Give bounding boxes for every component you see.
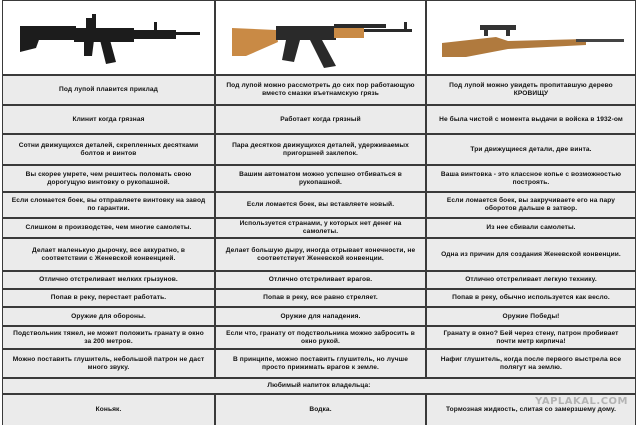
- table-row: [2, 350, 636, 377]
- table-cell: Если ломается боек, вы закручиваете его на пару оборотов дальше в затвор.: [427, 193, 635, 217]
- table-cell: Оружие для нападения.: [216, 308, 425, 325]
- table-cell: Из нее сбивали самолеты.: [427, 219, 635, 237]
- table-cell: Слишком в производстве, чем многие самолеты.: [3, 219, 214, 237]
- table-cell: Под лупой плавится приклад: [3, 76, 214, 104]
- table-cell: Отлично отстреливает мелких грызунов.: [3, 272, 214, 288]
- table-row: [2, 166, 636, 191]
- image-cell: [427, 1, 635, 74]
- table-cell: Коньяк.: [3, 395, 214, 425]
- table-row: [2, 219, 636, 237]
- table-row: [2, 290, 636, 306]
- image-cell: [216, 1, 425, 74]
- image-row: [2, 1, 636, 74]
- table-row: [2, 193, 636, 217]
- table-cell: Тормозная жидкость, слитая со замерзшему дому.: [427, 395, 635, 425]
- table-cell: Три движущиеся детали, две винта.: [427, 135, 635, 164]
- table-cell: Ваша винтовка - это классное копье с возможностью построять.: [427, 166, 635, 191]
- table-cell: Нафиг глушитель, когда после первого выстрела все полягут на землю.: [427, 350, 635, 377]
- table-cell: Вашим автоматом можно успешно отбиваться в рукопашной.: [216, 166, 425, 191]
- table-cell: Клинит когда грязная: [3, 106, 214, 133]
- table-cell: Используется странами, у которых нет денег на самолеты.: [216, 219, 425, 237]
- table-cell: Попав в реку, перестает работать.: [3, 290, 214, 306]
- table-cell: Под лупой можно рассмотреть до сих пор работающую вместо смазки въетнамскую грязь: [216, 76, 425, 104]
- ak47-rifle-icon: [226, 6, 416, 70]
- table-cell: Если сломается боек, вы отправляете винтовку на завод по гарантии.: [3, 193, 214, 217]
- drink-header: Любимый напиток владельца:: [3, 379, 635, 393]
- table-cell: Отлично отстреливает легкую технику.: [427, 272, 635, 288]
- table-cell: Если что, гранату от подствольника можно забросить в окно рукой.: [216, 327, 425, 348]
- mosin-rifle-icon: [436, 13, 626, 63]
- table-cell: Делает большую дыру, иногда отрывает конечности, не соответствует Женевской конвенции.: [216, 239, 425, 270]
- table-cell: Можно поставить глушитель, небольшой патрон не даст много звуку.: [3, 350, 214, 377]
- image-cell: [3, 1, 214, 74]
- table-cell: Оружие для обороны.: [3, 308, 214, 325]
- table-cell: Оружие Победы!: [427, 308, 635, 325]
- m16-rifle-icon: [14, 8, 204, 68]
- table-row: [2, 239, 636, 270]
- table-cell: Одна из причин для создания Женевской конвенции.: [427, 239, 635, 270]
- table-cell: Сотни движущихся деталей, скрепленных десятками болтов и винтов: [3, 135, 214, 164]
- comparison-table: [2, 0, 636, 425]
- watermark: YAPLAKAL.COM: [535, 396, 628, 407]
- table-row: [2, 272, 636, 288]
- table-cell: Гранату в окно? Бей через стену, патрон пробивает почти метр кирпича!: [427, 327, 635, 348]
- table-cell: Пара десятков движущихся деталей, удерживаемых пригоршней заклепок.: [216, 135, 425, 164]
- table-cell: Водка.: [216, 395, 425, 425]
- table-cell: Не была чистой с момента выдачи в войска в 1932-ом: [427, 106, 635, 133]
- table-row: [2, 106, 636, 133]
- table-cell: Попав в реку, обычно используется как весло.: [427, 290, 635, 306]
- table-cell: Вы скорее умрете, чем решитесь поломать свою дорогущую винтовку о рукопашной.: [3, 166, 214, 191]
- table-row: [2, 76, 636, 104]
- table-cell: Работает когда грязный: [216, 106, 425, 133]
- table-cell: Делает маленькую дырочку, все аккуратно, в соответствии с Женевской конвенцией.: [3, 239, 214, 270]
- table-cell: Если ломается боек, вы вставляете новый.: [216, 193, 425, 217]
- table-row: [2, 327, 636, 348]
- table-row: [2, 135, 636, 164]
- drink-header-row: [2, 379, 636, 393]
- table-cell: В принципе, можно поставить глушитель, но лучше просто прижимать врагов к земле.: [216, 350, 425, 377]
- table-row: [2, 308, 636, 325]
- table-cell: Под лупой можно увидеть пропитавшую дерево КРОВИЩУ: [427, 76, 635, 104]
- table-cell: Отлично отстреливает врагов.: [216, 272, 425, 288]
- table-cell: Попав в реку, все равно стреляет.: [216, 290, 425, 306]
- table-cell: Подствольник тяжел, не может положить гранату в окно за 200 метров.: [3, 327, 214, 348]
